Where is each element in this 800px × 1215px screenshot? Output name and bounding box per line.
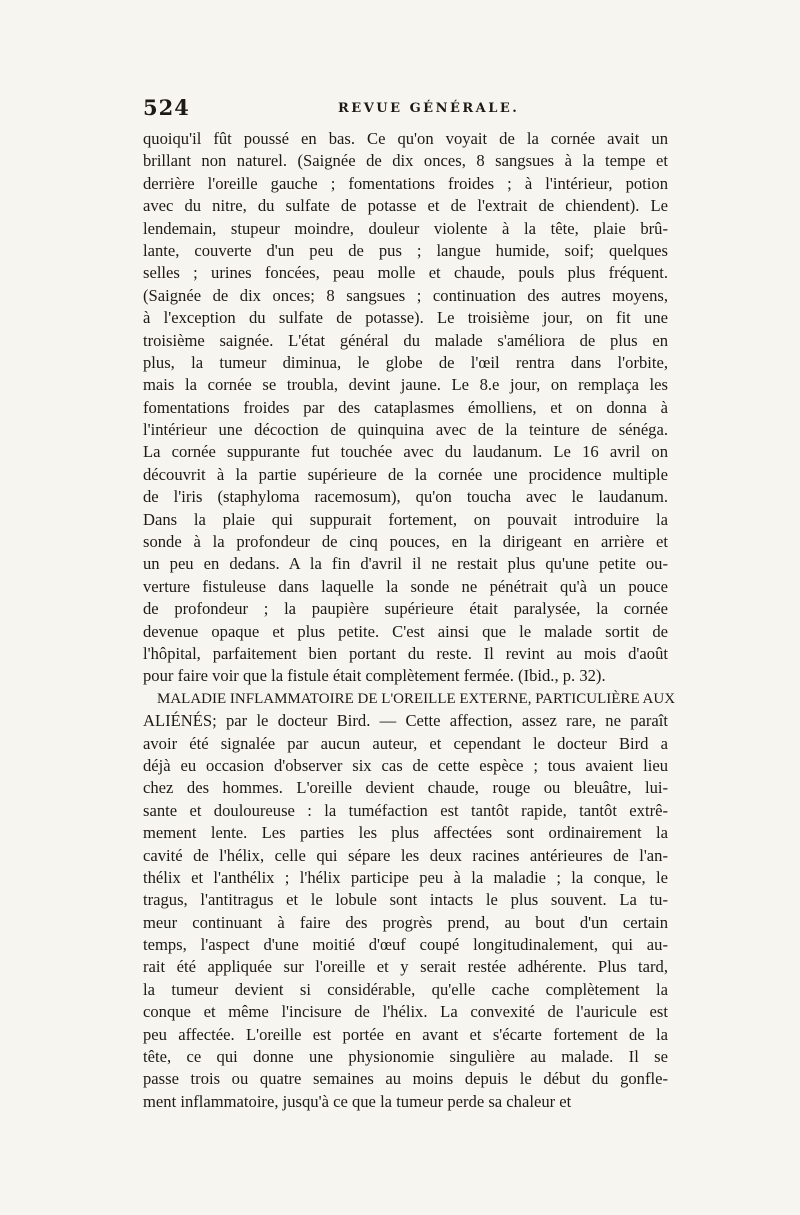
text-line: troisième saignée. L'état général du malade s'améliora de plus en	[143, 330, 668, 350]
text-line: temps, l'aspect d'une moitié d'œuf coupé longitudinalement, qui au-	[143, 935, 668, 955]
text-line: devenue opaque et plus petite. C'est ainsi que le malade sortit de	[143, 621, 668, 641]
text-line: thélix et l'anthélix ; l'hélix participe peu à la maladie ; la conque, le	[143, 867, 668, 887]
text-line: conque et même l'incisure de l'hélix. La convexité de l'auricule est	[143, 1002, 668, 1022]
text-line: selles ; urines foncées, peau molle et chaude, pouls plus fréquent.	[143, 263, 668, 283]
text-line: fomentations froides par des cataplasmes émolliens, et on donna à	[143, 397, 668, 417]
running-head: REVUE GÉNÉRALE.	[338, 101, 520, 116]
text-line: peu affectée. L'oreille est portée en avant et s'écarte fortement de la	[143, 1024, 668, 1044]
text-line: sonde à la profondeur de cinq pouces, en la dirigeant en arrière et	[143, 532, 668, 552]
text-line: tête, ce qui donne une physionomie singulière au malade. Il se	[143, 1047, 668, 1067]
text-line: l'intérieur une décoction de quinquina avec de la teinture de sénéga.	[143, 420, 668, 440]
text-line: plus, la tumeur diminua, le globe de l'œil rentra dans l'orbite,	[143, 352, 668, 372]
page-header	[143, 95, 668, 125]
text-line: un peu en dedans. A la fin d'avril il ne restait plus qu'une petite ou-	[143, 554, 668, 574]
section-heading-line: MALADIE INFLAMMATOIRE DE L'OREILLE EXTERNE, PARTICULIÈRE AUX	[157, 690, 676, 707]
text-line: avoir été signalée par aucun auteur, et cependant le docteur Bird a	[143, 733, 668, 753]
text-line: tragus, l'antitragus et le lobule sont intacts le plus souvent. La tu-	[143, 890, 668, 910]
text-line: de l'iris (staphyloma racemosum), qu'on toucha avec le laudanum.	[143, 487, 668, 507]
text-line: déjà eu occasion d'observer six cas de cette espèce ; tous avaient lieu	[143, 755, 668, 775]
text-line: ALIÉNÉS; par le docteur Bird. — Cette affection, assez rare, ne paraît	[143, 711, 668, 731]
text-line: pour faire voir que la fistule était complètement fermée. (Ibid., p. 32).	[143, 666, 606, 686]
text-line: ment inflammatoire, jusqu'à ce que la tumeur perde sa chaleur et	[143, 1091, 572, 1111]
text-line: derrière l'oreille gauche ; fomentations froides ; à l'intérieur, potion	[143, 173, 668, 193]
text-line: mement lente. Les parties les plus affectées sont ordinairement la	[143, 823, 668, 843]
text-line: verture fistuleuse dans laquelle la sonde ne pénétrait qu'à un pouce	[143, 576, 668, 596]
text-line: à l'exception du sulfate de potasse). Le troisième jour, on fit une	[143, 308, 668, 328]
text-line: l'hôpital, parfaitement bien portant du reste. Il revint au mois d'août	[143, 643, 668, 663]
body-text	[143, 128, 676, 1113]
text-line: (Saignée de dix onces; 8 sangsues ; continuation des autres moyens,	[143, 285, 668, 305]
text-line: avec du nitre, du sulfate de potasse et de l'extrait de chiendent). Le	[143, 196, 668, 216]
text-line: brillant non naturel. (Saignée de dix onces, 8 sangsues à la tempe et	[143, 151, 668, 171]
text-line: lante, couverte d'un peu de pus ; langue humide, soif; quelques	[143, 240, 668, 260]
text-line: meur continuant à faire des progrès prend, au bout d'un certain	[143, 912, 668, 932]
text-line: la tumeur devient si considérable, qu'elle cache complètement la	[143, 979, 668, 999]
text-line: cavité de l'hélix, celle qui sépare les deux racines antérieures de l'an-	[143, 845, 668, 865]
text-line: de profondeur ; la paupière supérieure était paralysée, la cornée	[143, 599, 668, 619]
page-number: 524	[143, 95, 190, 120]
text-line: Dans la plaie qui suppurait fortement, on pouvait introduire la	[143, 509, 668, 529]
text-line: La cornée suppurante fut touchée avec du laudanum. Le 16 avril on	[143, 442, 668, 462]
text-line: mais la cornée se troubla, devint jaune. Le 8.e jour, on remplaça les	[143, 375, 668, 395]
text-line: sante et douloureuse : la tuméfaction est tantôt rapide, tantôt extrê-	[143, 800, 668, 820]
text-line: découvrit à la partie supérieure de la cornée une procidence multiple	[143, 464, 668, 484]
text-line: quoiqu'il fût poussé en bas. Ce qu'on voyait de la cornée avait un	[143, 129, 668, 148]
text-line: lendemain, stupeur moindre, douleur violente à la tête, plaie brû-	[143, 218, 668, 238]
text-line: rait été appliquée sur l'oreille et y serait restée adhérente. Plus tard,	[143, 957, 668, 977]
text-line: passe trois ou quatre semaines au moins depuis le début du gonfle-	[143, 1069, 668, 1089]
text-line: chez des hommes. L'oreille devient chaude, rouge ou bleuâtre, lui-	[143, 778, 668, 798]
